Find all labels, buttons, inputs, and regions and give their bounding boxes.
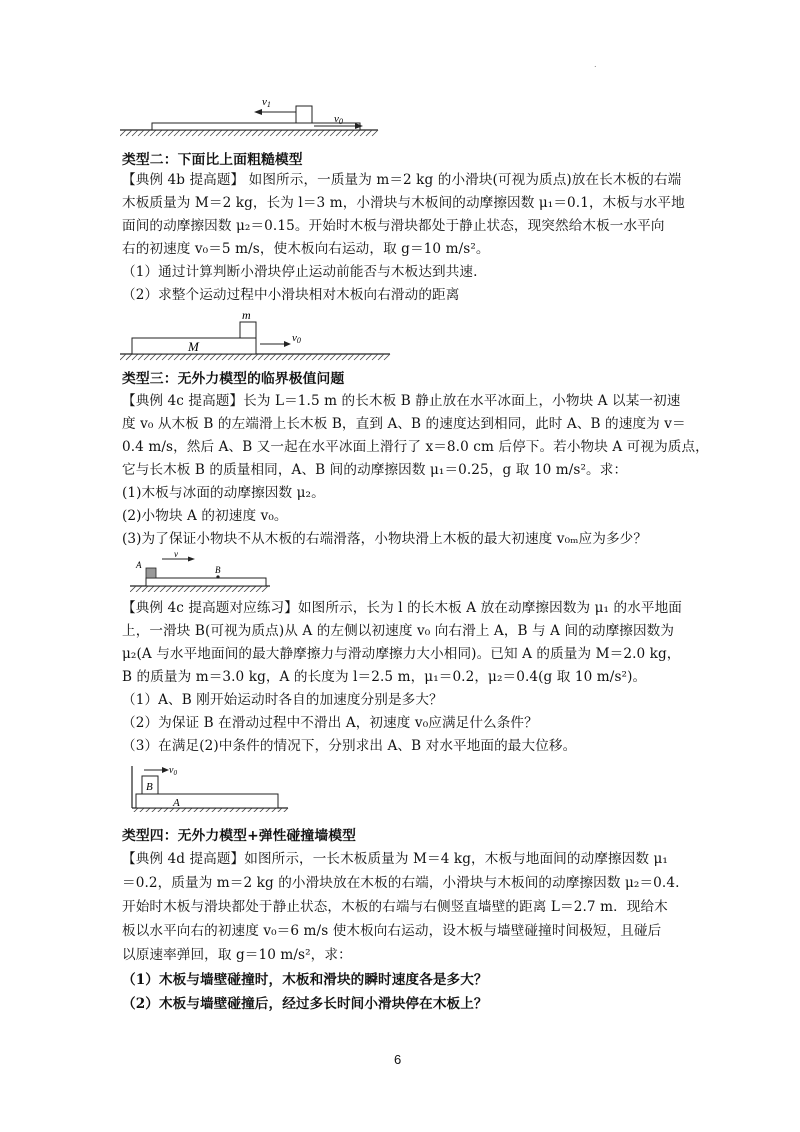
hatch-mark bbox=[136, 586, 142, 592]
hatch-mark bbox=[324, 130, 330, 136]
hatch-mark bbox=[366, 354, 372, 360]
small-block-m bbox=[240, 322, 256, 338]
hatch-mark bbox=[342, 354, 348, 360]
hatch-mark bbox=[166, 586, 172, 592]
hatch-mark bbox=[132, 354, 138, 360]
hatch-mark bbox=[270, 130, 276, 136]
v0-label: $v_0$ bbox=[169, 765, 177, 777]
hatch-mark bbox=[282, 130, 288, 136]
hatch-mark bbox=[244, 586, 250, 592]
hatch-mark bbox=[354, 354, 360, 360]
hatch-mark bbox=[198, 354, 204, 360]
hatch-mark bbox=[232, 586, 238, 592]
hatch-mark bbox=[246, 354, 252, 360]
hatch-mark bbox=[264, 354, 270, 360]
hatch-mark bbox=[144, 354, 150, 360]
figure-board-block-1 bbox=[120, 92, 380, 142]
v-label: v bbox=[174, 552, 178, 559]
hatch-mark bbox=[210, 130, 216, 136]
hatch-mark bbox=[220, 586, 226, 592]
hatch-mark bbox=[238, 586, 244, 592]
hatch-mark bbox=[372, 130, 378, 136]
hatch-mark bbox=[150, 354, 156, 360]
v0-label: v0 bbox=[292, 332, 301, 345]
hatch-mark bbox=[294, 354, 300, 360]
v0-label: v0 bbox=[334, 113, 343, 126]
hatch-mark bbox=[196, 586, 202, 592]
hatch-mark bbox=[222, 130, 228, 136]
hatch-mark bbox=[142, 586, 148, 592]
corner-mark: . bbox=[594, 60, 597, 69]
hatch-mark bbox=[204, 130, 210, 136]
small-block-A bbox=[146, 568, 156, 578]
A-label: A bbox=[136, 560, 142, 570]
hatch-mark bbox=[214, 586, 220, 592]
B-label: B bbox=[146, 781, 153, 793]
hatch-mark bbox=[156, 130, 162, 136]
hatch-mark bbox=[160, 586, 166, 592]
hatch-mark bbox=[366, 130, 372, 136]
hatch-mark bbox=[180, 130, 186, 136]
type4-line-4: 板以水平向右的初速度 v₀＝6 m/s 使木板向右运动，设木板与墙壁碰撞时间极短，且碰后 bbox=[122, 923, 662, 939]
hatch-mark bbox=[318, 130, 324, 136]
hatch-mark bbox=[190, 586, 196, 592]
hatch-mark bbox=[216, 130, 222, 136]
practice-line-4: B 的质量为 m＝3.0 kg，A 的长度为 l＝2.5 m，μ₁＝0.2，μ₂＝0.4(g 取 10 m/s²)。 bbox=[122, 669, 647, 685]
type2-line-3: 面间的动摩擦因数 μ₂＝0.15。开始时木板与滑块都处于静止状态，现突然给木板一水平向 bbox=[122, 218, 665, 234]
hatch-mark bbox=[288, 354, 294, 360]
hatch-mark bbox=[180, 354, 186, 360]
page-number: 6 bbox=[394, 1052, 402, 1067]
hatch-mark bbox=[354, 130, 360, 136]
type3-line-2: 度 v₀ 从木板 B 的左端滑上长木板 B，直到 A、B 的速度达到相同，此时 A、B 的速度为 v＝ bbox=[122, 416, 686, 432]
type3-line-5: (1)木板与冰面的动摩擦因数 μ₂。 bbox=[122, 485, 325, 501]
practice-line-3: μ₂(A 与水平地面间的最大静摩擦力与滑动摩擦力大小相同)。已知 A 的质量为 M＝2.0 kg， bbox=[122, 646, 681, 662]
hatch-mark bbox=[348, 130, 354, 136]
hatch-mark bbox=[312, 354, 318, 360]
m-label: m bbox=[242, 308, 251, 322]
long-board-A bbox=[136, 794, 278, 808]
practice-line-5: （1）A、B 刚开始运动时各自的加速度分别是多大？ bbox=[122, 692, 443, 708]
hatch-mark bbox=[162, 354, 168, 360]
hatch-mark bbox=[336, 130, 342, 136]
hatch-mark bbox=[222, 354, 228, 360]
hatch-mark bbox=[144, 130, 150, 136]
hatch-mark bbox=[264, 130, 270, 136]
hatch-mark bbox=[360, 354, 366, 360]
type4-title: 类型四：无外力模型+弹性碰撞墙模型 bbox=[122, 828, 357, 844]
type3-line-1: 【典例 4c 提高题】长为 L＝1.5 m 的长木板 B 静止放在水平冰面上，小物块 A 以某一初速 bbox=[122, 393, 681, 409]
hatch-mark bbox=[258, 130, 264, 136]
hatch-mark bbox=[240, 130, 246, 136]
figure-board-block-3 bbox=[130, 552, 280, 592]
hatch-mark bbox=[330, 130, 336, 136]
practice-line-7: （3）在满足(2)中条件的情况下，分别求出 A、B 对水平地面的最大位移。 bbox=[122, 738, 577, 754]
type4-line-7: （2）木板与墙壁碰撞后，经过多长时间小滑块停在木板上？ bbox=[122, 996, 488, 1012]
hatch-mark bbox=[156, 354, 162, 360]
ground-hatch bbox=[120, 130, 378, 136]
hatch-mark bbox=[168, 130, 174, 136]
v1-label: v1 bbox=[262, 96, 271, 109]
type4-line-5: 以原速率弹回，取 g＝10 m/s²，求： bbox=[122, 947, 352, 963]
long-board-B bbox=[146, 578, 266, 586]
hatch-mark bbox=[208, 586, 214, 592]
hatch-mark bbox=[234, 354, 240, 360]
type3-line-7: (3)为了保证小物块不从木板的右端滑落，小物块滑上木板的最大初速度 v₀ₘ应为多少？ bbox=[122, 531, 648, 547]
hatch-mark bbox=[342, 130, 348, 136]
hatch-mark bbox=[262, 586, 268, 592]
hatch-mark bbox=[336, 354, 342, 360]
hatch-mark bbox=[306, 130, 312, 136]
hatch-mark bbox=[148, 586, 154, 592]
hatch-mark bbox=[210, 354, 216, 360]
hatch-mark bbox=[172, 586, 178, 592]
type4-line-1: 【典例 4d 提高题】如图所示，一长木板质量为 M＝4 kg，木板与地面间的动摩擦因数 μ₁ bbox=[122, 851, 668, 867]
hatch-mark bbox=[372, 354, 378, 360]
type2-line-6: （2）求整个运动过程中小滑块相对木板向右滑动的距离 bbox=[122, 287, 460, 303]
hatch-mark bbox=[324, 354, 330, 360]
hatch-mark bbox=[300, 130, 306, 136]
A-label: A bbox=[173, 797, 180, 809]
practice-line-2: 上，一滑块 B(可视为质点)从 A 的左侧以初速度 v₀ 向右滑上 A，B 与 A 间的动摩擦因数为 bbox=[122, 623, 675, 639]
hatch-mark bbox=[270, 354, 276, 360]
hatch-mark bbox=[204, 354, 210, 360]
hatch-mark bbox=[186, 354, 192, 360]
hatch-mark bbox=[130, 586, 136, 592]
hatch-mark bbox=[312, 130, 318, 136]
hatch-mark bbox=[126, 354, 132, 360]
hatch-mark bbox=[228, 130, 234, 136]
type2-title: 类型二：下面比上面粗糙模型 bbox=[122, 152, 303, 168]
type4-line-2: ＝0.2，质量为 m＝2 kg 的小滑块放在木板的右端，小滑块与木板间的动摩擦因数 μ₂＝0.4. bbox=[122, 875, 680, 891]
hatch-mark bbox=[228, 354, 234, 360]
hatch-mark bbox=[384, 354, 390, 360]
hatch-mark bbox=[300, 354, 306, 360]
hatch-mark bbox=[184, 586, 190, 592]
type3-line-6: (2)小物块 A 的初速度 v₀。 bbox=[122, 508, 288, 524]
hatch-mark bbox=[126, 130, 132, 136]
hatch-mark bbox=[246, 130, 252, 136]
hatch-mark bbox=[348, 354, 354, 360]
hatch-mark bbox=[306, 354, 312, 360]
small-block bbox=[296, 106, 312, 123]
hatch-mark bbox=[240, 354, 246, 360]
type3-title: 类型三：无外力模型的临界极值问题 bbox=[122, 371, 345, 387]
hatch-mark bbox=[294, 130, 300, 136]
type2-line-2: 木板质量为 M＝2 kg，长为 l＝3 m，小滑块与木板间的动摩擦因数 μ₁＝0.1，木板与水平地 bbox=[122, 195, 685, 211]
hatch-mark bbox=[276, 354, 282, 360]
type2-line-4: 右的初速度 v₀＝5 m/s，使木板向右运动，取 g＝10 m/s²。 bbox=[122, 241, 490, 257]
hatch-mark bbox=[282, 354, 288, 360]
hatch-mark bbox=[192, 130, 198, 136]
hatch-mark bbox=[186, 130, 192, 136]
hatch-mark bbox=[360, 130, 366, 136]
hatch-mark bbox=[120, 354, 126, 360]
hatch-mark bbox=[276, 130, 282, 136]
type2-line-5: （1）通过计算判断小滑块停止运动前能否与木板达到共速. bbox=[122, 264, 478, 280]
hatch-mark bbox=[252, 354, 258, 360]
hatch-mark bbox=[288, 130, 294, 136]
hatch-mark bbox=[256, 586, 262, 592]
hatch-mark bbox=[138, 130, 144, 136]
type3-line-3: 0.4 m/s，然后 A、B 又一起在水平冰面上滑行了 x＝8.0 cm 后停下。若小物块 A 可视为质点， bbox=[122, 439, 709, 455]
hatch-mark bbox=[138, 354, 144, 360]
hatch-mark bbox=[330, 354, 336, 360]
type4-line-6: （1）木板与墙壁碰撞时，木板和滑块的瞬时速度各是多大？ bbox=[122, 972, 488, 988]
hatch-mark bbox=[258, 354, 264, 360]
hatch-mark bbox=[216, 354, 222, 360]
practice-line-6: （2）为保证 B 在滑动过程中不滑出 A，初速度 v₀应满足什么条件？ bbox=[122, 715, 538, 731]
hatch-mark bbox=[202, 586, 208, 592]
hatch-mark bbox=[174, 354, 180, 360]
M-label: M bbox=[188, 339, 199, 354]
hatch-mark bbox=[150, 130, 156, 136]
hatch-mark bbox=[234, 130, 240, 136]
hatch-mark bbox=[174, 130, 180, 136]
hatch-mark bbox=[120, 130, 126, 136]
hatch-mark bbox=[198, 130, 204, 136]
hatch-mark bbox=[378, 354, 384, 360]
hatch-mark bbox=[192, 354, 198, 360]
hatch-mark bbox=[168, 354, 174, 360]
hatch-mark bbox=[252, 130, 258, 136]
B-label: B bbox=[215, 565, 221, 575]
hatch-mark bbox=[226, 586, 232, 592]
type4-line-3: 开始时木板与滑块都处于静止状态，木板的右端与右侧竖直墙壁的距离 L＝2.7 m．现给木 bbox=[122, 899, 668, 915]
hatch-mark bbox=[178, 586, 184, 592]
hatch-mark bbox=[132, 130, 138, 136]
hatch-mark bbox=[250, 586, 256, 592]
figure-board-block-2 bbox=[120, 306, 400, 362]
type2-line-1: 【典例 4b 提高题】 如图所示，一质量为 m＝2 kg 的小滑块(可视为质点)放在长木板的右端 bbox=[122, 172, 682, 188]
figure-board-block-4 bbox=[128, 760, 298, 812]
hatch-mark bbox=[318, 354, 324, 360]
practice-line-1: 【典例 4c 提高题对应练习】如图所示，长为 l 的长木板 A 放在动摩擦因数为 μ₁ 的水平地面 bbox=[122, 600, 682, 616]
type3-line-4: 它与长木板 B 的质量相同，A、B 间的动摩擦因数 μ₁＝0.25，g 取 10 m/s²。求： bbox=[122, 462, 628, 478]
hatch-mark bbox=[154, 586, 160, 592]
hatch-mark bbox=[162, 130, 168, 136]
